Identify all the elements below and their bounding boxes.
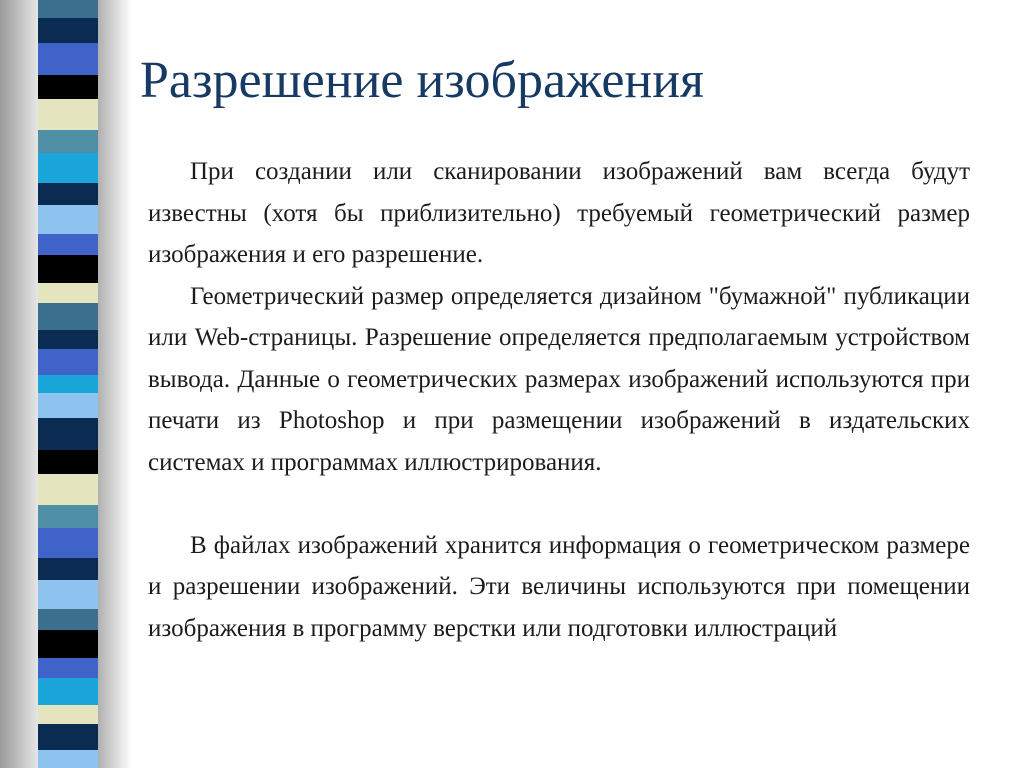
stripe-segment [38, 705, 98, 725]
stripe-segment [38, 375, 98, 394]
stripe-segment [38, 393, 98, 419]
stripe-segment [38, 183, 98, 206]
stripe-segment [38, 658, 98, 679]
stripe-segment [38, 303, 98, 331]
slide-title: Разрешение изображения [140, 52, 704, 109]
stripe-segment [38, 678, 98, 706]
stripe-segment [38, 418, 98, 451]
stripe-segment [38, 0, 98, 19]
stripe-segment [38, 75, 98, 100]
stripe-segment [38, 630, 98, 659]
stripe-pattern-graphic [0, 0, 132, 768]
stripe-segment [38, 349, 98, 376]
stripe-segment [38, 450, 98, 475]
stripe-segment [38, 234, 98, 256]
stripe-segment [38, 43, 98, 76]
decorative-stripe-bar [0, 0, 132, 768]
stripe-segment [38, 18, 98, 44]
stripe-segment [38, 724, 98, 751]
stripe-segment [38, 205, 98, 235]
stripe-segment [38, 580, 98, 610]
paragraph-1: При создании или сканировании изображений вам всегда будут известны (хотя бы приблизительно) требуемый геометрический размер изображения и его разрешение. [148, 158, 970, 268]
stripe-segment [38, 255, 98, 284]
stripe-segment [38, 558, 98, 581]
stripe-segment [38, 283, 98, 304]
stripe-segment [38, 474, 98, 506]
paragraph-spacer [148, 483, 970, 525]
stripe-segment [38, 505, 98, 529]
stripe-segment [38, 330, 98, 350]
stripe-segment [38, 130, 98, 154]
stripe-segment [38, 153, 98, 184]
stripe-segment [38, 750, 98, 768]
slide-body [148, 151, 970, 649]
stripe-segment [38, 609, 98, 631]
paragraph-3: В файлах изображений хранится информация о геометрическом размере и разрешении изображений. Эти величины используются при помещении изображения в программу верстки или подготовки иллюстраций [148, 531, 970, 642]
paragraph-2: Геометрический размер определяется дизайном "бумажной" публикации или Web-страницы. Разрешение определяется предполагаемым устройством вывода. Данные о геометрических размерах изображений используются при печати из Photoshop и при размещении изображений в издательских системах и программах иллюстрирования. [148, 282, 970, 476]
stripe-segment [38, 528, 98, 559]
stripe-segment [38, 99, 98, 131]
